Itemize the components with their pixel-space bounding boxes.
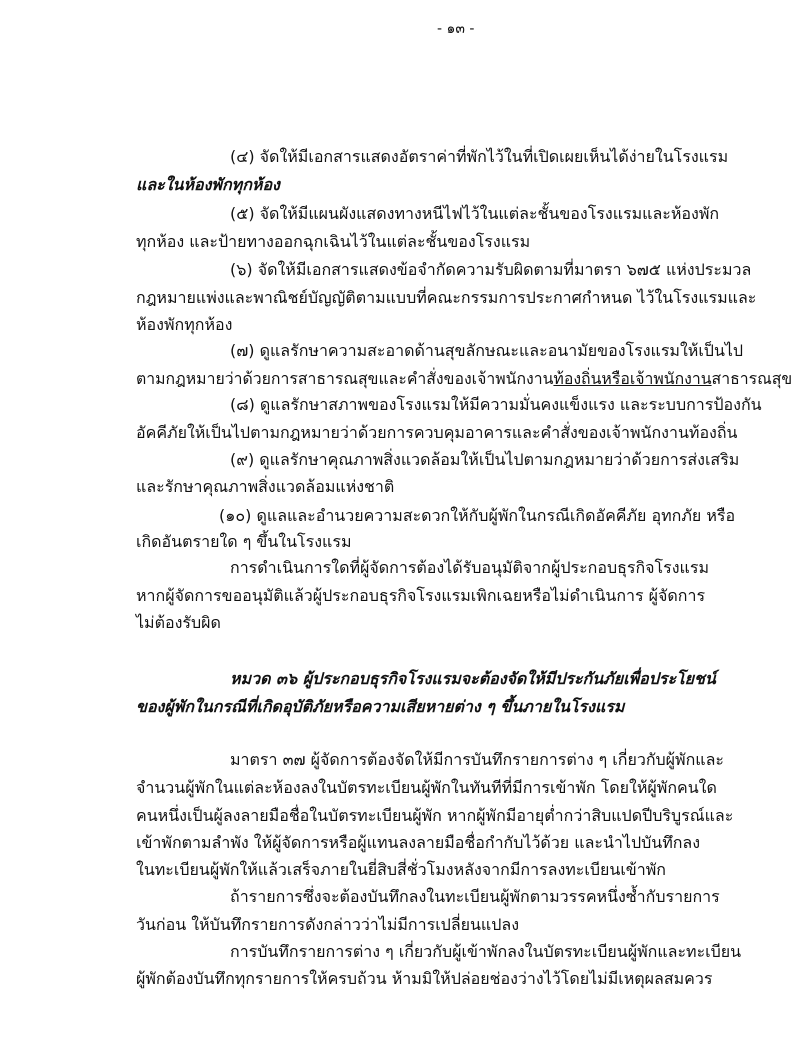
paragraph-line: ถ้ารายการซึ่งจะต้องบันทึกลงในทะเบียนผู้พักตามวรรคหนึ่งซ้ำกับรายการ xyxy=(230,887,720,906)
paragraph-line: ห้องพักทุกห้อง xyxy=(136,315,233,334)
page-number: - ๑๓ - xyxy=(437,21,475,37)
paragraph-line: ในทะเบียนผู้พักให้แล้วเสร็จภายในยี่สิบสี่ชั่วโมงหลังจากมีการลงทะเบียนเข้าพัก xyxy=(136,860,666,879)
text-run: ตามกฎหมายว่าด้วยการสาธารณสุขและคำสั่งของเจ้าพนักงาน xyxy=(136,369,554,388)
paragraph-line: เข้าพักตามลำพัง ให้ผู้จัดการหรือผู้แทนลงลายมือชื่อกำกับไว้ด้วย และนำไปบันทึกลง xyxy=(136,833,701,852)
section-heading: หมวด ๓๖ ผู้ประกอบธุรกิจโรงแรมจะต้องจัดให้มีประกันภัยเพื่อประโยชน์ xyxy=(230,669,716,688)
text-run: สาธารณสุข xyxy=(711,369,793,388)
paragraph-line: มาตรา ๓๗ ผู้จัดการต้องจัดให้มีการบันทึกรายการต่าง ๆ เกี่ยวกับผู้พักและ xyxy=(230,750,724,769)
paragraph-line: และรักษาคุณภาพสิ่งแวดล้อมแห่งชาติ xyxy=(136,477,395,496)
paragraph-line: ผู้พักต้องบันทึกทุกรายการให้ครบถ้วน ห้ามมิให้ปล่อยช่องว่างไว้โดยไม่มีเหตุผลสมควร xyxy=(136,969,713,988)
paragraph-line: (๔) จัดให้มีเอกสารแสดงอัตราค่าที่พักไว้ในที่เปิดเผยเห็นได้ง่ายในโรงแรม xyxy=(230,147,729,166)
paragraph-line: เกิดอันตรายใด ๆ ขึ้นในโรงแรม xyxy=(136,532,352,551)
paragraph-line: และในห้องพักทุกห้อง xyxy=(136,175,280,194)
paragraph-line: การบันทึกรายการต่าง ๆ เกี่ยวกับผู้เข้าพักลงในบัตรทะเบียนผู้พักและทะเบียน xyxy=(230,942,742,961)
paragraph-line: อัคคีภัยให้เป็นไปตามกฎหมายว่าด้วยการควบคุมอาคารและคำสั่งของเจ้าพนักงานท้องถิ่น xyxy=(136,423,738,442)
paragraph-line: คนหนึ่งเป็นผู้ลงลายมือชื่อในบัตรทะเบียนผู้พัก หากผู้พักมีอายุต่ำกว่าสิบแปดปีบริบูรณ์และ xyxy=(136,806,734,825)
paragraph-line: (๑๐) ดูแลและอำนวยความสะดวกให้กับผู้พักในกรณีเกิดอัคคีภัย อุทกภัย หรือ xyxy=(219,506,736,525)
paragraph-line: (๙) ดูแลรักษาคุณภาพสิ่งแวดล้อมให้เป็นไปตามกฎหมายว่าด้วยการส่งเสริม xyxy=(230,450,740,469)
section-heading: ของผู้พักในกรณีที่เกิดอุบัติภัยหรือความเสียหายต่าง ๆ ขึ้นภายในโรงแรม xyxy=(136,697,625,716)
paragraph-line: จำนวนผู้พักในแต่ละห้องลงในบัตรทะเบียนผู้พักในทันทีที่มีการเข้าพัก โดยให้ผู้พักคนใด xyxy=(136,778,717,797)
paragraph-line: การดำเนินการใดที่ผู้จัดการต้องได้รับอนุมัติจากผู้ประกอบธุรกิจโรงแรม xyxy=(230,558,709,577)
paragraph-line: (๖) จัดให้มีเอกสารแสดงข้อจำกัดความรับผิดตามที่มาตรา ๖๗๕ แห่งประมวล xyxy=(230,260,752,279)
paragraph-line: กฎหมายแพ่งและพาณิชย์บัญญัติตามแบบที่คณะกรรมการประกาศกำหนด ไว้ในโรงแรมและ xyxy=(136,288,757,307)
paragraph-line: หากผู้จัดการขออนุมัติแล้วผู้ประกอบธุรกิจโรงแรมเพิกเฉยหรือไม่ดำเนินการ ผู้จัดการ xyxy=(136,586,706,605)
paragraph-line: วันก่อน ให้บันทึกรายการดังกล่าวว่าไม่มีการเปลี่ยนแปลง xyxy=(136,915,520,934)
paragraph-line: ทุกห้อง และป้ายทางออกฉุกเฉินไว้ในแต่ละชั้นของโรงแรม xyxy=(136,232,531,251)
underlined-text: ท้องถิ่นหรือเจ้าพนักงาน xyxy=(553,369,712,388)
paragraph-line: ไม่ต้องรับผิด xyxy=(136,613,221,632)
paragraph-line: (๗) ดูแลรักษาความสะอาดด้านสุขลักษณะและอนามัยของโรงแรมให้เป็นไป xyxy=(230,341,744,360)
paragraph-line: (๕) จัดให้มีแผนผังแสดงทางหนีไฟไว้ในแต่ละชั้นของโรงแรมและห้องพัก xyxy=(230,204,720,223)
paragraph-line: (๘) ดูแลรักษาสภาพของโรงแรมให้มีความมั่นคงแข็งแรง และระบบการป้องกัน xyxy=(230,395,762,414)
paragraph-line xyxy=(136,368,792,390)
